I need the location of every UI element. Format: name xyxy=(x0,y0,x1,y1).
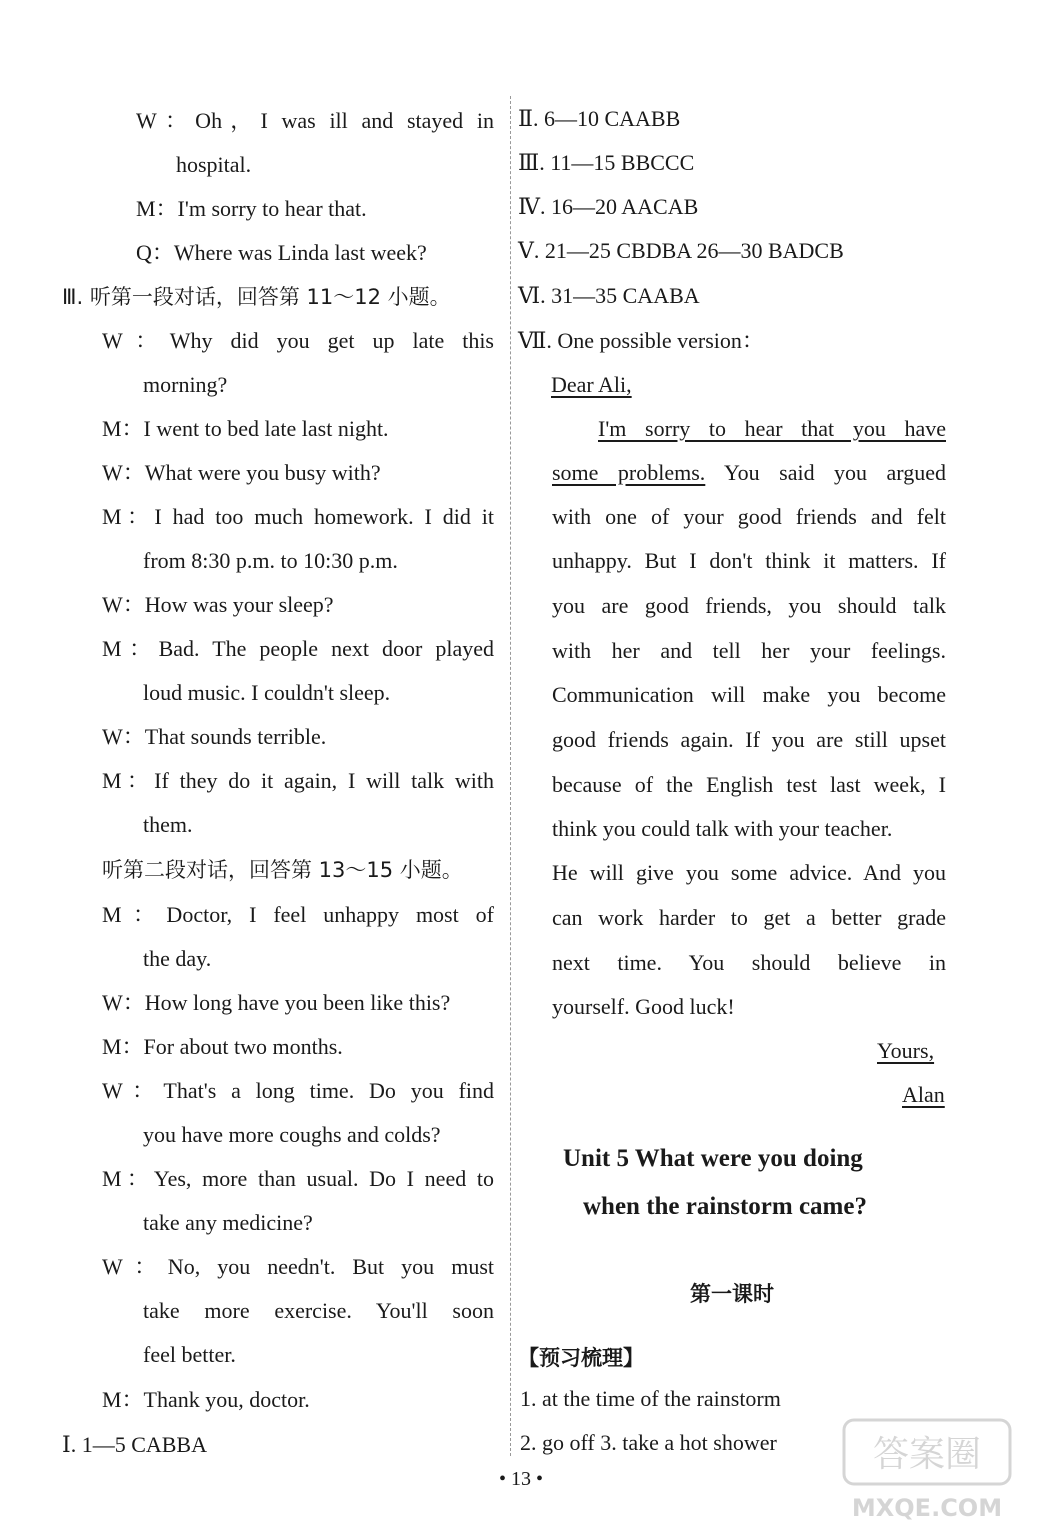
right-column-line: Yours, xyxy=(877,1038,935,1063)
left-column-line: W：How long have you been like this? xyxy=(102,990,451,1015)
right-column-line: Ⅱ. 6—10 CAABB xyxy=(518,106,681,131)
left-column-line: Ⅰ. 1—5 CABBA xyxy=(62,1432,207,1457)
right-column-line: because of the English test last week, I xyxy=(552,772,946,797)
left-column-line: you have more coughs and colds? xyxy=(143,1122,441,1147)
left-column-line: M：Yes, more than usual. Do I need to xyxy=(102,1166,494,1191)
left-column-line: M：For about two months. xyxy=(102,1034,343,1059)
unit-title-line-1: Unit 5 What were you doing xyxy=(563,1145,863,1172)
svg-text:答案圈: 答案圈 xyxy=(872,1434,982,1475)
section-tag: 【预习梳理】 xyxy=(518,1346,644,1370)
left-column-line: Ⅲ. 听第一段对话，回答第 11～12 小题。 xyxy=(62,285,451,309)
left-column-line: hospital. xyxy=(176,152,252,177)
right-column-line: Ⅵ. 31—35 CAABA xyxy=(518,283,700,308)
left-column-line: M：Thank you, doctor. xyxy=(102,1387,310,1412)
left-column-line: M：I had too much homework. I did it xyxy=(102,504,494,529)
svg-text:MXQE.COM: MXQE.COM xyxy=(851,1494,1003,1522)
left-column-line: M：Doctor, I feel unhappy most of xyxy=(102,902,494,927)
left-column-line: morning? xyxy=(143,372,228,397)
left-column-line: Q：Where was Linda last week? xyxy=(136,240,427,265)
left-column-line: them. xyxy=(143,812,193,837)
unit-title-line-2: when the rainstorm came? xyxy=(583,1193,867,1220)
left-column-line: the day. xyxy=(143,946,212,971)
left-column-line: loud music. I couldn't sleep. xyxy=(143,680,391,705)
right-column-line: with her and tell her your feelings. xyxy=(552,638,946,663)
page-number: • 13 • xyxy=(498,1468,543,1490)
column-divider xyxy=(510,96,511,1456)
right-column-line: Ⅳ. 16—20 AACAB xyxy=(518,194,699,219)
preview-item: 1. at the time of the rainstorm xyxy=(520,1386,781,1411)
left-column-line: from 8:30 p.m. to 10:30 p.m. xyxy=(143,548,398,573)
right-column-line: Dear Ali, xyxy=(551,372,632,397)
right-column-line: yourself. Good luck! xyxy=(552,994,735,1019)
right-column-line: I'm sorry to hear that you have xyxy=(598,416,946,441)
left-column-line: W：What were you busy with? xyxy=(102,460,381,485)
left-column-line: M：I went to bed late last night. xyxy=(102,416,389,441)
right-column-line: He will give you some advice. And you xyxy=(552,860,946,885)
right-column-line: Ⅴ. 21—25 CBDBA 26—30 BADCB xyxy=(518,238,844,263)
left-column-line: 听第二段对话，回答第 13～15 小题。 xyxy=(102,858,463,882)
right-column-line: Communication will make you become xyxy=(552,682,946,707)
left-column-line: W：Why did you get up late this xyxy=(102,328,494,353)
right-column-line: you are good friends, you should talk xyxy=(552,593,946,618)
right-column-line: think you could talk with your teacher. xyxy=(552,816,893,841)
left-column-line: W：Oh，I was ill and stayed in xyxy=(136,108,494,133)
right-column-line: next time. You should believe in xyxy=(552,950,946,975)
left-column-line: W：That sounds terrible. xyxy=(102,724,327,749)
left-column-line: M：If they do it again, I will talk with xyxy=(102,768,494,793)
lesson-title: 第一课时 xyxy=(690,1282,774,1306)
right-column-line: unhappy. But I don't think it matters. If xyxy=(552,548,946,573)
left-column-line: take more exercise. You'll soon xyxy=(143,1298,494,1323)
left-column-line: M：Bad. The people next door played xyxy=(102,636,494,661)
left-column-line: feel better. xyxy=(143,1342,236,1367)
left-column-line: W：That's a long time. Do you find xyxy=(102,1078,494,1103)
right-column-line: can work harder to get a better grade xyxy=(552,905,946,930)
right-column-line: with one of your good friends and felt xyxy=(552,504,946,529)
right-column-line: Alan xyxy=(902,1082,945,1107)
watermark-logo xyxy=(842,1416,1012,1526)
right-column-line: Ⅲ. 11—15 BBCCC xyxy=(518,150,695,175)
right-column-line: Ⅶ. One possible version： xyxy=(518,328,764,353)
left-column-line: take any medicine? xyxy=(143,1210,313,1235)
right-column-line: good friends again. If you are still upset xyxy=(552,727,946,752)
left-column-line: W：How was your sleep? xyxy=(102,592,334,617)
left-column-line: W：No, you needn't. But you must xyxy=(102,1254,494,1279)
left-column-line: M：I'm sorry to hear that. xyxy=(136,196,367,221)
right-column-line: some problems. You said you argued xyxy=(552,460,946,485)
preview-item: 2. go off 3. take a hot shower xyxy=(520,1430,777,1455)
